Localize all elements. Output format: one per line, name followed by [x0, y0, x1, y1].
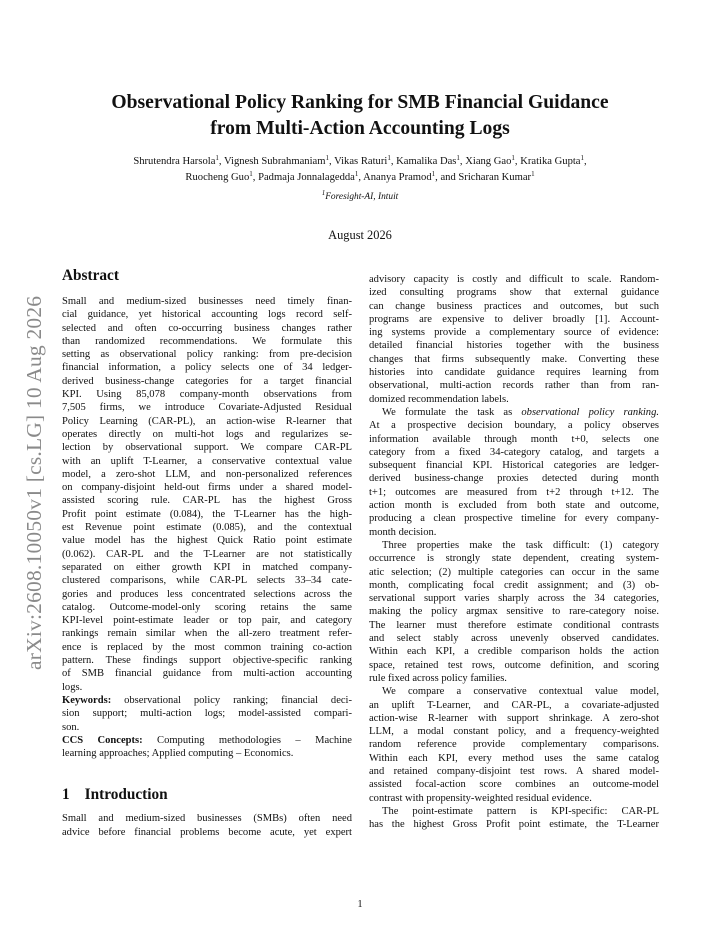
abstract-heading: Abstract [62, 267, 119, 284]
abstract-body [62, 295, 352, 694]
affil-mark: 1 [387, 154, 391, 162]
text-line: domized recommendation labels. [369, 393, 509, 405]
text-line: an uplift T-Learner, and CAR-PL, a covariate-adjusted [369, 699, 659, 711]
text-line: The point-estimate pattern is KPI-specific: CAR-PL [382, 805, 659, 817]
left-column [62, 266, 352, 839]
author: Ananya Pramod [363, 171, 432, 183]
text-line: Profit point estimate (0.084), the T-Learner has the high- [62, 508, 352, 520]
author-sep: , [459, 156, 466, 167]
intro-para-4 [369, 685, 659, 805]
text-line: gories and produces less concentrated selections across the [62, 588, 352, 600]
author-sep: , [584, 156, 587, 167]
text-line: selected and often co-occurring business changes rather [62, 322, 352, 334]
text-line: est Revenue point estimate (0.085), and the contextual [62, 522, 352, 534]
text-line: clustered comparisons, while CAR-PL selects 33–34 cate- [62, 575, 352, 587]
author-sep: , [252, 171, 259, 183]
text-line: KPI-level point-estimate leader or top pair, and category [62, 615, 352, 627]
author-line-1 [40, 154, 680, 170]
intro-para-5 [369, 805, 659, 832]
text-line: with an uplift T-Learner, a conservative contextual value [62, 455, 352, 467]
text-line: value model has the highest Quick Ratio point estimate [62, 535, 352, 547]
text-line: servational support varies sharply across the 34 categories, [369, 593, 659, 605]
text-line: month decision. [369, 526, 437, 538]
title-line-1: Observational Policy Ranking for SMB Financial Guidance [111, 92, 609, 113]
affiliation [40, 189, 680, 202]
text-line: detailed financial histories together with the business [369, 340, 659, 352]
text-line: on company-disjoint held-out firms under a shared model- [62, 482, 352, 494]
text-line: KPI. Using 85,078 company-month observations from [62, 389, 352, 401]
author: Vikas Raturi [334, 156, 388, 167]
text-line: action month is excluded from both state and outcome, [369, 500, 659, 512]
intro-para-1 [369, 273, 659, 406]
text-line: advice before financial problems become acute, yet expert [62, 826, 352, 838]
author: Shrutendra Harsola [133, 156, 216, 167]
text-line: advisory capacity is costly and difficult to scale. Random- [369, 274, 659, 285]
text-line: pattern. These findings support objective-specific ranking [62, 655, 352, 667]
author: Padmaja Jonnalagedda [258, 171, 355, 183]
page-number: 1 [357, 899, 363, 910]
text-line: random reference provide complementary comparisons. [369, 739, 659, 751]
text-run: We formulate the task as [382, 406, 522, 418]
text-line: rule fixed across policy families. [369, 672, 507, 684]
author: Ruocheng Guo [185, 171, 250, 183]
author-sep: , [358, 171, 364, 183]
text-line: than randomized recommendations. We formulate this [62, 335, 352, 347]
author-sep: , [390, 156, 397, 167]
section-number: 1 [62, 786, 70, 804]
text-line: derived business-change proxies detected during month [369, 473, 659, 485]
affil-mark: 1 [580, 154, 585, 162]
text-line: subsequent financial KPI. Historical categories are ledger- [369, 460, 659, 472]
text-line: ence is replaced by the most common training co-action [62, 641, 352, 653]
affiliation-text: Foresight-AI, Intuit [325, 192, 399, 202]
text-line: 7,505 firms, we introduce Covariate-Adjusted Residual [62, 402, 352, 414]
text-line: making the policy argmax sensitive to rare-category noise. [369, 606, 659, 618]
affil-mark: 1 [321, 189, 326, 197]
affil-mark: 1 [431, 169, 436, 178]
affil-mark: 1 [249, 169, 253, 178]
affil-mark: 1 [511, 154, 515, 162]
text-line: lection by observational support. We compare CAR-PL [62, 442, 352, 454]
text-line: observational, multi-action records rather than from ran- [369, 380, 659, 392]
text-line: derived business-change categories for a target financial [62, 375, 352, 387]
author: Xiang Gao [465, 156, 512, 167]
text-line: setting as observational policy ranking: from pre-decision [62, 349, 352, 361]
text-line: assisted scoring rule. CAR-PL has the highest Gross [62, 495, 352, 507]
text-line: catalog. Outcome-model-only scoring retains the same [62, 601, 352, 613]
section-title: Introduction [84, 786, 168, 804]
paper-title [40, 90, 680, 141]
text-line: logs. [62, 681, 83, 693]
arxiv-side-stamp: arXiv:2608.10050v1 [cs.LG] 10 Aug 2026 [22, 295, 46, 670]
text-line: Small and medium-sized businesses (SMBs) often need [62, 813, 352, 825]
affil-mark: 1 [456, 154, 460, 162]
intro-para-2 [369, 406, 659, 539]
keywords-text: sion support; multi-action logs; model-assisted compari- [62, 708, 352, 720]
author-sep: , [514, 156, 521, 167]
text-line: assisted focal-action score combines an outcome-model [369, 779, 659, 791]
section-heading-introduction [62, 785, 352, 805]
text-line: programs are expensive to deliver broadly [1]. Account- [369, 313, 659, 325]
emphasis-text: observational policy ranking. [521, 406, 659, 418]
text-line: atic selection; (2) multiple categories can occur in the same [369, 566, 659, 578]
author-list [40, 154, 680, 185]
text-line: Small and medium-sized businesses need timely finan- [62, 296, 352, 307]
affil-mark: 1 [325, 154, 329, 162]
keywords [62, 694, 352, 734]
text-line: space, retained test rows, outcome definition, and scoring [369, 659, 659, 671]
text-line: At a prospective decision boundary, a policy observes [369, 420, 659, 432]
text-line: We compare a conservative contextual value model, [382, 686, 659, 698]
text-line: histories into candidate guidance requires learning from [369, 367, 659, 379]
author: Kamalika Das [396, 156, 457, 167]
ccs-text: learning approaches; Applied computing – Economics. [62, 748, 294, 760]
intro-body-left [62, 812, 352, 839]
title-line-2: from Multi-Action Accounting Logs [210, 117, 510, 139]
text-line: information available through month t+0, selects one [369, 433, 659, 445]
author-sep: , and [435, 171, 459, 183]
text-line: Policy Learning (CAR-PL), an action-wise R-learner that [62, 415, 352, 427]
text-line: ized consulting programs show that external guidance [369, 287, 659, 299]
author: Vignesh Subrahmaniam [224, 156, 326, 167]
text-line: month, complicating focal credit assignment; and (3) ob- [369, 579, 659, 591]
text-line: Within each KPI, every method uses the same catalog [369, 752, 659, 764]
text-line: ing systems provide a complementary source of evidence: [369, 327, 659, 339]
text-line: changes that firms subsequently make. Converting these [369, 353, 659, 365]
paper-date: August 2026 [328, 228, 392, 242]
keywords-text: son. [62, 721, 80, 733]
author-line-2 [40, 170, 680, 186]
text-line: can change business practices and outcomes, but such [369, 300, 659, 312]
text-line: t+1; outcomes are measured from t+2 through t+12. The [369, 486, 659, 498]
keywords-label: Keywords: [62, 694, 112, 706]
text-line: and retained company-disjoint test rows. A shared model- [369, 765, 659, 777]
text-line: contrast with propensity-weighted residual evidence. [369, 792, 592, 804]
text-line: operates directly on multi-hot logs and regularizes se- [62, 428, 352, 440]
text-line: and select stably across unevenly observed candidates. [369, 633, 659, 645]
affil-mark: 1 [354, 169, 359, 178]
text-line: LLM, a modal constant policy, and a frequency-weighted [369, 726, 659, 738]
text-line: (0.062). CAR-PL and the T-Learner are not statistically [62, 548, 352, 560]
affil-mark: 1 [215, 154, 219, 162]
text-line: The learner must therefore estimate conditional contrasts [369, 619, 659, 631]
text-line: model, a zero-shot LLM, and non-personalized references [62, 468, 352, 480]
intro-para-3 [369, 539, 659, 685]
ccs-concepts [62, 734, 352, 761]
text-line: cial guidance, yet historical accounting logs record self- [62, 309, 352, 321]
text-line: Within each KPI, a credible comparison holds the action [369, 646, 659, 658]
text-line: action-wise R-learner with support shrinkage. A zero-shot [369, 712, 659, 724]
affil-mark: 1 [531, 169, 535, 178]
text-line: producing a clean prospective timeline for every company- [369, 513, 659, 525]
text-line: rankings remain similar when the all-zero treatment refer- [62, 628, 352, 640]
author: Sricharan Kumar [458, 171, 532, 183]
author-sep: , [328, 156, 335, 167]
author-sep: , [218, 156, 225, 167]
ccs-text: Computing methodologies – Machine [157, 734, 352, 746]
text-line: has the highest Gross Profit point estimate, the T-Learner [369, 819, 659, 831]
text-line: category from a fixed 34-category catalog, and targets a [369, 446, 659, 458]
text-line: separated on either growth KPI in matched company- [62, 561, 352, 573]
text-line: financial information, a policy selects one of 34 ledger- [62, 362, 352, 374]
keywords-text: observational policy ranking; financial deci- [124, 694, 352, 706]
author: Kratika Gupta [520, 156, 581, 167]
right-column [369, 273, 659, 831]
ccs-label: CCS Concepts: [62, 734, 143, 746]
text-line: of SMB financial guidance from multi-action accounting [62, 668, 352, 680]
text-line: Three properties make the task difficult: (1) category [382, 539, 659, 551]
text-line: occurrence is strongly state dependent, creating system- [369, 553, 659, 565]
